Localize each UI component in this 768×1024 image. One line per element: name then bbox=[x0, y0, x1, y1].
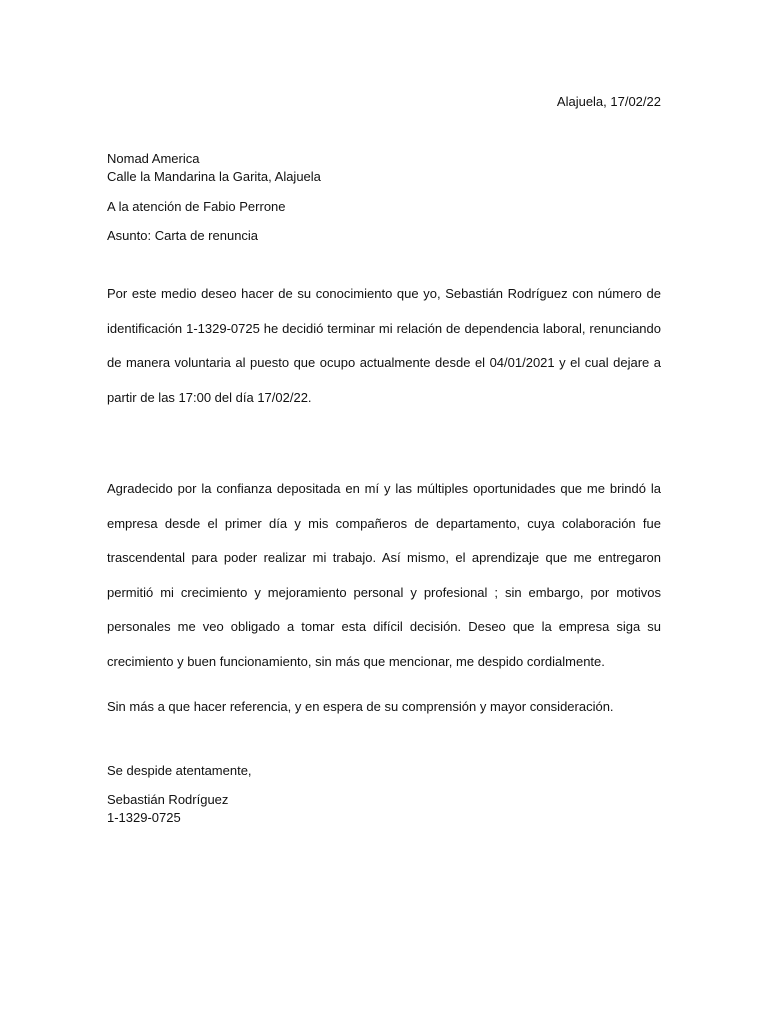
recipient-company: Nomad America bbox=[107, 151, 200, 166]
body-paragraph-1: Por este medio deseo hacer de su conocimiento que yo, Sebastián Rodríguez con número de identificación 1-1329-0725 he decidió terminar mi relación de dependencia laboral, renunciando de manera voluntaria al puesto que ocupo actualmente desde el 04/01/2021 y el cual dejare a partir de las 17:00 del día 17/02/22. bbox=[107, 286, 661, 405]
subject-line: Asunto: Carta de renuncia bbox=[107, 228, 259, 243]
attention-line: A la atención de Fabio Perrone bbox=[107, 199, 286, 214]
closing-line: Se despide atentamente, bbox=[107, 763, 252, 778]
place-date: Alajuela, 17/02/22 bbox=[556, 94, 661, 109]
signature-block bbox=[107, 791, 661, 827]
signature-name: Sebastián Rodríguez bbox=[107, 792, 229, 807]
body-paragraph-2: Agradecido por la confianza depositada en mí y las múltiples oportunidades que me brindó la empresa desde el primer día y mis compañeros de departamento, cuya colaboración fue trascendental para poder realizar mi trabajo. Así mismo, el aprendizaje que me entregaron permitió mi crecimiento y mejoramiento personal y profesional ; sin embargo, por motivos personales me veo obligado a tomar esta difícil decisión. Deseo que la empresa siga su crecimiento y buen funcionamiento, sin más que mencionar, me despido cordialmente. bbox=[107, 481, 661, 669]
body-paragraph-3: Sin más a que hacer referencia, y en espera de su comprensión y mayor consideración. bbox=[107, 699, 614, 714]
recipient-address: Calle la Mandarina la Garita, Alajuela bbox=[107, 169, 321, 184]
signature-id: 1-1329-0725 bbox=[107, 810, 181, 825]
recipient-block bbox=[107, 150, 661, 186]
